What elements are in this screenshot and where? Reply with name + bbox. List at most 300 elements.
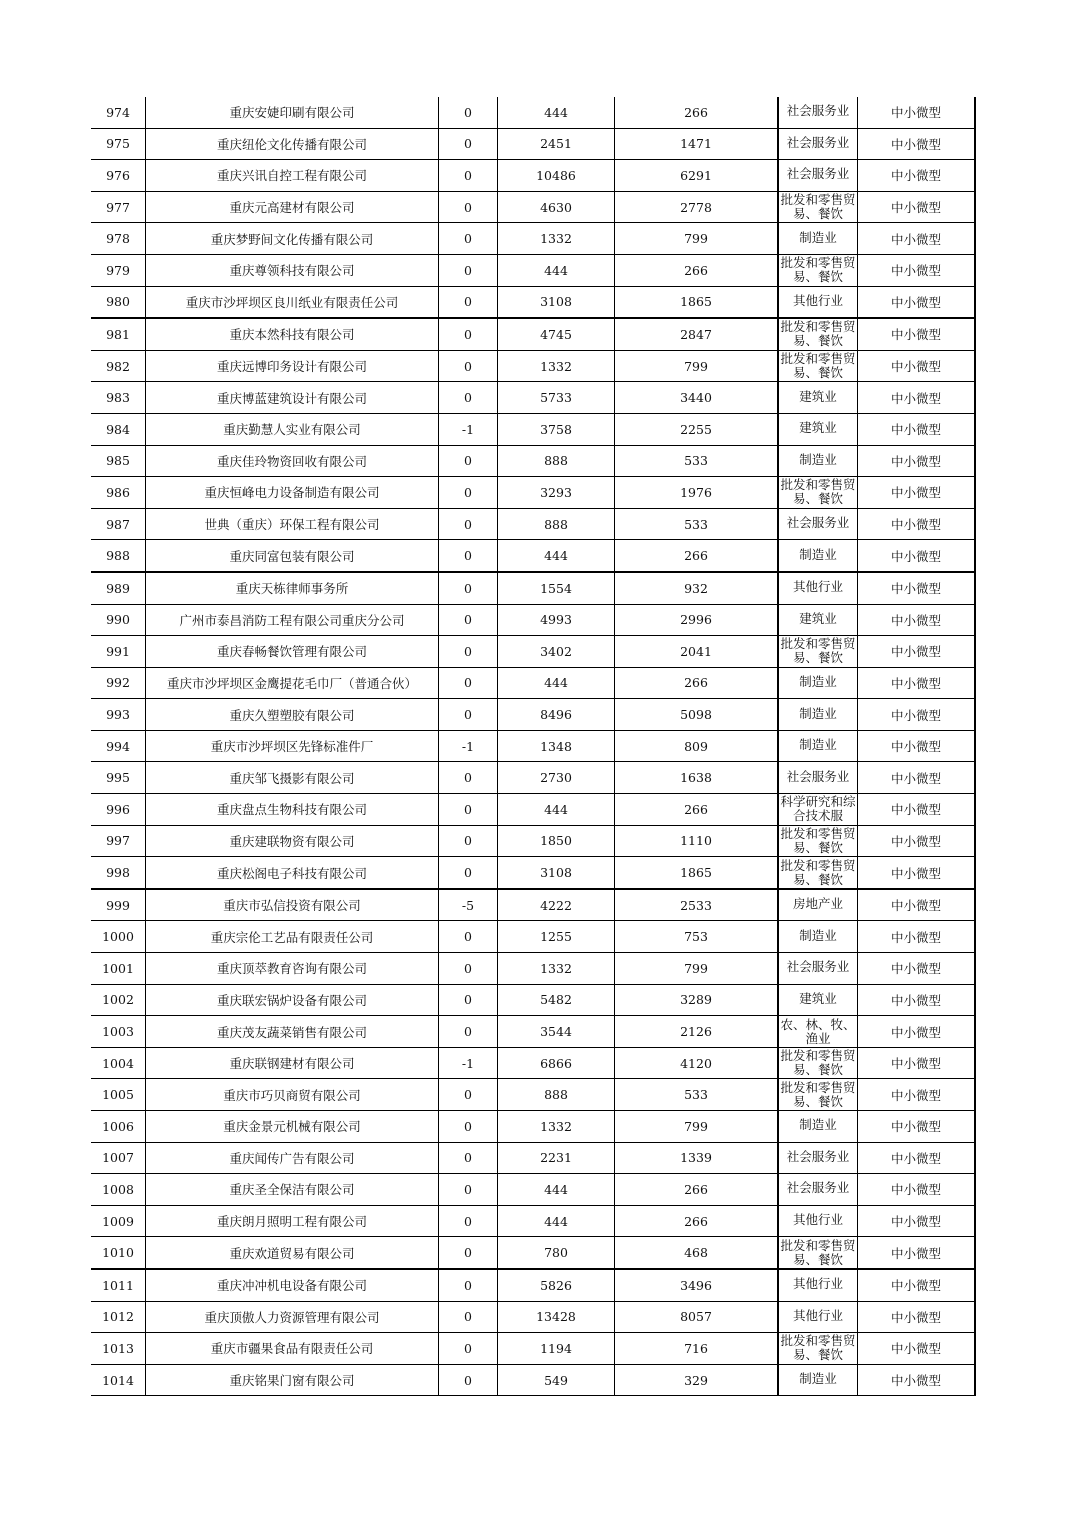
company-name: 重庆松阁电子科技有限公司 [146,857,439,889]
industry-label: 制造业 [799,927,837,943]
enterprise-type: 中小微型 [858,318,976,350]
industry-label: 社会服务业 [786,166,850,182]
row-number: 984 [91,413,146,445]
table-row [91,794,975,826]
value-change: -1 [439,730,498,762]
value-amount: 1332 [498,1111,615,1143]
row-number: 1010 [91,1237,146,1269]
value-change: 0 [439,1364,498,1396]
value-subsidy: 4120 [615,1047,779,1079]
enterprise-type: 中小微型 [858,413,976,445]
industry-label: 批发和零售贸易、餐饮 [780,477,856,507]
row-number: 992 [91,667,146,699]
table-row [91,1111,975,1143]
enterprise-type: 中小微型 [858,921,976,953]
row-number: 1003 [91,1016,146,1048]
value-change: 0 [439,128,498,160]
industry-cell [778,1174,858,1206]
industry-label: 建筑业 [799,990,837,1006]
row-number: 1011 [91,1269,146,1301]
company-name: 重庆勤慧人实业有限公司 [146,413,439,445]
company-name: 重庆安婕印刷有限公司 [146,97,439,128]
table-row [91,97,975,128]
value-subsidy: 533 [615,1079,779,1111]
value-amount: 780 [498,1237,615,1269]
company-name: 重庆市巧贝商贸有限公司 [146,1079,439,1111]
row-number: 997 [91,825,146,857]
table-row [91,1205,975,1237]
value-amount: 444 [498,794,615,826]
industry-cell [778,699,858,731]
enterprise-type: 中小微型 [858,636,976,668]
industry-label: 批发和零售贸易、餐饮 [780,351,856,381]
industry-label: 社会服务业 [786,134,850,150]
industry-cell [778,636,858,668]
industry-cell [778,350,858,382]
company-name: 重庆梦野间文化传播有限公司 [146,223,439,255]
value-amount: 1332 [498,223,615,255]
row-number: 1001 [91,953,146,985]
table-row [91,921,975,953]
industry-cell [778,984,858,1016]
row-number: 999 [91,889,146,921]
value-change: 0 [439,508,498,540]
value-amount: 444 [498,667,615,699]
value-change: 0 [439,794,498,826]
row-number: 985 [91,445,146,477]
value-subsidy: 799 [615,350,779,382]
row-number: 988 [91,540,146,572]
value-subsidy: 2778 [615,191,779,223]
value-change: -5 [439,889,498,921]
industry-cell [778,572,858,604]
company-name: 重庆圣全保洁有限公司 [146,1174,439,1206]
row-number: 998 [91,857,146,889]
enterprise-type: 中小微型 [858,699,976,731]
enterprise-type: 中小微型 [858,508,976,540]
industry-cell [778,730,858,762]
industry-label: 建筑业 [799,420,837,436]
table-row [91,1269,975,1301]
table-row [91,667,975,699]
enterprise-type: 中小微型 [858,1016,976,1048]
value-change: 0 [439,97,498,128]
industry-label: 批发和零售贸易、餐饮 [780,857,856,887]
industry-label: 制造业 [799,546,837,562]
value-subsidy: 468 [615,1237,779,1269]
value-change: 0 [439,1142,498,1174]
industry-cell [778,445,858,477]
industry-label: 批发和零售贸易、餐饮 [780,1333,856,1363]
industry-label: 制造业 [799,229,837,245]
value-change: 0 [439,604,498,636]
value-amount: 5482 [498,984,615,1016]
value-subsidy: 266 [615,667,779,699]
value-subsidy: 266 [615,1205,779,1237]
table-row [91,1174,975,1206]
value-change: 0 [439,1301,498,1333]
company-name: 重庆宗伦工艺品有限责任公司 [146,921,439,953]
row-number: 980 [91,286,146,318]
value-amount: 10486 [498,160,615,192]
company-name: 重庆尊领科技有限公司 [146,254,439,286]
value-subsidy: 2996 [615,604,779,636]
table-row [91,1301,975,1333]
row-number: 987 [91,508,146,540]
enterprise-type: 中小微型 [858,730,976,762]
value-subsidy: 799 [615,1111,779,1143]
row-number: 1004 [91,1047,146,1079]
table-row [91,825,975,857]
value-subsidy: 329 [615,1364,779,1396]
enterprise-type: 中小微型 [858,191,976,223]
row-number: 1006 [91,1111,146,1143]
industry-label: 社会服务业 [786,768,850,784]
enterprise-type: 中小微型 [858,254,976,286]
table-row [91,350,975,382]
industry-label: 社会服务业 [786,959,850,975]
row-number: 979 [91,254,146,286]
industry-label: 其他行业 [792,579,843,595]
company-name: 重庆联宏锅炉设备有限公司 [146,984,439,1016]
row-number: 1012 [91,1301,146,1333]
enterprise-type: 中小微型 [858,984,976,1016]
value-amount: 1194 [498,1333,615,1365]
industry-cell [778,794,858,826]
industry-label: 其他行业 [792,1307,843,1323]
table-row [91,445,975,477]
enterprise-type: 中小微型 [858,825,976,857]
value-amount: 444 [498,254,615,286]
value-change: 0 [439,350,498,382]
company-name: 重庆春畅餐饮管理有限公司 [146,636,439,668]
value-change: 0 [439,540,498,572]
value-change: 0 [439,572,498,604]
row-number: 995 [91,762,146,794]
table-row [91,223,975,255]
value-subsidy: 533 [615,445,779,477]
table-row [91,477,975,509]
table-row [91,1333,975,1365]
row-number: 1002 [91,984,146,1016]
table-row [91,636,975,668]
value-amount: 1255 [498,921,615,953]
value-change: 0 [439,953,498,985]
industry-cell [778,1079,858,1111]
industry-cell [778,1047,858,1079]
industry-label: 制造业 [799,1117,837,1133]
value-amount: 888 [498,508,615,540]
table-row [91,540,975,572]
enterprise-type: 中小微型 [858,1047,976,1079]
enterprise-type: 中小微型 [858,160,976,192]
industry-cell [778,382,858,414]
industry-cell [778,921,858,953]
value-change: 0 [439,762,498,794]
row-number: 1000 [91,921,146,953]
value-amount: 13428 [498,1301,615,1333]
industry-cell [778,1333,858,1365]
enterprise-type: 中小微型 [858,1269,976,1301]
industry-label: 制造业 [799,737,837,753]
value-subsidy: 1865 [615,286,779,318]
company-name: 重庆茂友蔬菜销售有限公司 [146,1016,439,1048]
company-name: 重庆同富包装有限公司 [146,540,439,572]
row-number: 1008 [91,1174,146,1206]
industry-label: 批发和零售贸易、餐饮 [780,1048,856,1078]
industry-label: 批发和零售贸易、餐饮 [780,1237,856,1267]
company-name: 重庆佳玲物资回收有限公司 [146,445,439,477]
value-amount: 1554 [498,572,615,604]
value-amount: 549 [498,1364,615,1396]
company-name: 重庆冲冲机电设备有限公司 [146,1269,439,1301]
company-name: 重庆天栋律师事务所 [146,572,439,604]
value-subsidy: 266 [615,97,779,128]
row-number: 1013 [91,1333,146,1365]
enterprise-type: 中小微型 [858,445,976,477]
enterprise-type: 中小微型 [858,1333,976,1365]
industry-label: 科学研究和综合技术服 [780,794,856,824]
company-name: 重庆市弘信投资有限公司 [146,889,439,921]
value-subsidy: 1865 [615,857,779,889]
table-row [91,857,975,889]
value-amount: 4993 [498,604,615,636]
value-change: 0 [439,825,498,857]
industry-label: 批发和零售贸易、餐饮 [780,319,856,349]
company-name: 重庆市疆果食品有限责任公司 [146,1333,439,1365]
value-amount: 888 [498,445,615,477]
enterprise-type: 中小微型 [858,1142,976,1174]
industry-label: 建筑业 [799,610,837,626]
value-change: 0 [439,1237,498,1269]
value-subsidy: 1976 [615,477,779,509]
value-change: 0 [439,636,498,668]
table-row [91,730,975,762]
table-row [91,984,975,1016]
value-amount: 1850 [498,825,615,857]
value-amount: 4630 [498,191,615,223]
value-subsidy: 799 [615,953,779,985]
enterprise-type: 中小微型 [858,889,976,921]
industry-label: 制造业 [799,451,837,467]
industry-cell [778,540,858,572]
value-change: 0 [439,921,498,953]
value-change: 0 [439,984,498,1016]
row-number: 983 [91,382,146,414]
enterprise-type: 中小微型 [858,1205,976,1237]
table-row [91,572,975,604]
value-amount: 5733 [498,382,615,414]
enterprise-type: 中小微型 [858,540,976,572]
table-row [91,604,975,636]
table-row [91,762,975,794]
industry-label: 社会服务业 [786,1180,850,1196]
value-subsidy: 2847 [615,318,779,350]
company-name: 重庆远博印务设计有限公司 [146,350,439,382]
row-number: 993 [91,699,146,731]
company-name: 重庆建联物资有限公司 [146,825,439,857]
value-change: -1 [439,1047,498,1079]
value-subsidy: 753 [615,921,779,953]
industry-cell [778,191,858,223]
value-subsidy: 266 [615,254,779,286]
company-name: 重庆市沙坪坝区良川纸业有限责任公司 [146,286,439,318]
industry-cell [778,762,858,794]
industry-cell [778,889,858,921]
enterprise-type: 中小微型 [858,477,976,509]
company-name: 重庆久塑塑胶有限公司 [146,699,439,731]
company-name: 重庆市沙坪坝区先锋标准件厂 [146,730,439,762]
industry-label: 其他行业 [792,1212,843,1228]
company-name: 重庆铭果门窗有限公司 [146,1364,439,1396]
value-amount: 444 [498,97,615,128]
company-name: 重庆顶萃教育咨询有限公司 [146,953,439,985]
company-name: 重庆元高建材有限公司 [146,191,439,223]
value-amount: 444 [498,1174,615,1206]
enterprise-type: 中小微型 [858,1079,976,1111]
industry-label: 批发和零售贸易、餐饮 [780,255,856,285]
value-subsidy: 1339 [615,1142,779,1174]
value-change: 0 [439,445,498,477]
industry-cell [778,1237,858,1269]
enterprise-type: 中小微型 [858,762,976,794]
row-number: 1005 [91,1079,146,1111]
value-change: 0 [439,1333,498,1365]
enterprise-type: 中小微型 [858,857,976,889]
value-change: 0 [439,286,498,318]
value-subsidy: 266 [615,540,779,572]
industry-cell [778,1142,858,1174]
industry-label: 房地产业 [792,896,843,912]
value-amount: 3108 [498,286,615,318]
enterprise-type: 中小微型 [858,1111,976,1143]
industry-label: 批发和零售贸易、餐饮 [780,1079,856,1109]
row-number: 1009 [91,1205,146,1237]
value-subsidy: 932 [615,572,779,604]
row-number: 974 [91,97,146,128]
table-row [91,413,975,445]
industry-cell [778,604,858,636]
value-subsidy: 8057 [615,1301,779,1333]
value-subsidy: 2255 [615,413,779,445]
company-name: 重庆恒峰电力设备制造有限公司 [146,477,439,509]
value-subsidy: 3289 [615,984,779,1016]
value-amount: 888 [498,1079,615,1111]
row-number: 981 [91,318,146,350]
row-number: 976 [91,160,146,192]
value-change: 0 [439,382,498,414]
industry-label: 制造业 [799,673,837,689]
value-amount: 4222 [498,889,615,921]
industry-cell [778,1111,858,1143]
table-row [91,1016,975,1048]
value-amount: 3293 [498,477,615,509]
table-row [91,382,975,414]
table-row [91,1079,975,1111]
value-change: 0 [439,223,498,255]
value-subsidy: 6291 [615,160,779,192]
table-row [91,889,975,921]
company-name: 重庆金景元机械有限公司 [146,1111,439,1143]
industry-cell [778,857,858,889]
company-name: 广州市泰昌消防工程有限公司重庆分公司 [146,604,439,636]
value-change: 0 [439,318,498,350]
company-name: 重庆市沙坪坝区金鹰提花毛巾厂（普通合伙） [146,667,439,699]
industry-label: 其他行业 [792,292,843,308]
industry-label: 批发和零售贸易、餐饮 [780,825,856,855]
value-amount: 2451 [498,128,615,160]
enterprise-type: 中小微型 [858,223,976,255]
row-number: 996 [91,794,146,826]
value-change: 0 [439,667,498,699]
enterprise-type: 中小微型 [858,1237,976,1269]
value-amount: 2730 [498,762,615,794]
value-change: 0 [439,1016,498,1048]
row-number: 982 [91,350,146,382]
table-row [91,1364,975,1396]
industry-cell [778,160,858,192]
value-subsidy: 2126 [615,1016,779,1048]
enterprise-type: 中小微型 [858,382,976,414]
enterprise-type: 中小微型 [858,572,976,604]
value-amount: 444 [498,1205,615,1237]
table-row [91,699,975,731]
value-change: 0 [439,160,498,192]
company-table [91,97,976,1396]
value-subsidy: 799 [615,223,779,255]
table-row [91,508,975,540]
enterprise-type: 中小微型 [858,1364,976,1396]
value-change: 0 [439,699,498,731]
company-name: 重庆盘点生物科技有限公司 [146,794,439,826]
row-number: 991 [91,636,146,668]
industry-label: 批发和零售贸易、餐饮 [780,192,856,222]
value-amount: 1332 [498,350,615,382]
table-row [91,286,975,318]
row-number: 994 [91,730,146,762]
industry-cell [778,1205,858,1237]
industry-cell [778,953,858,985]
company-name: 重庆邹飞摄影有限公司 [146,762,439,794]
enterprise-type: 中小微型 [858,350,976,382]
table-row [91,1237,975,1269]
industry-cell [778,1301,858,1333]
value-amount: 3544 [498,1016,615,1048]
row-number: 986 [91,477,146,509]
industry-cell [778,128,858,160]
industry-cell [778,508,858,540]
value-change: 0 [439,191,498,223]
value-subsidy: 3496 [615,1269,779,1301]
company-name: 重庆欢道贸易有限公司 [146,1237,439,1269]
industry-cell [778,286,858,318]
industry-cell [778,254,858,286]
enterprise-type: 中小微型 [858,128,976,160]
table-row [91,1142,975,1174]
value-change: 0 [439,1111,498,1143]
value-amount: 1348 [498,730,615,762]
enterprise-type: 中小微型 [858,604,976,636]
value-amount: 6866 [498,1047,615,1079]
value-amount: 2231 [498,1142,615,1174]
industry-label: 社会服务业 [786,1148,850,1164]
value-amount: 3758 [498,413,615,445]
value-amount: 1332 [498,953,615,985]
value-change: 0 [439,857,498,889]
value-amount: 444 [498,540,615,572]
company-name: 重庆朗月照明工程有限公司 [146,1205,439,1237]
company-name: 重庆博蓝建筑设计有限公司 [146,382,439,414]
